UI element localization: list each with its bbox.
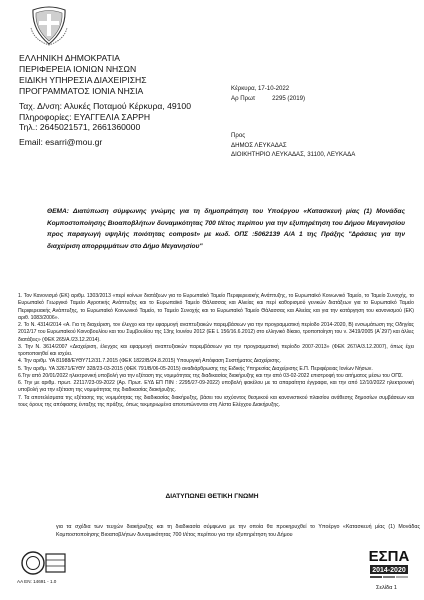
recipient-name: ΔΗΜΟΣ ΛΕΥΚΑΔΑΣ	[231, 141, 287, 149]
document-meta	[231, 84, 421, 104]
espa-logo	[366, 546, 412, 584]
recipient-label: Προς	[231, 132, 246, 139]
reference-item: 3. Την Ν. 3614/2007 «Διαχείριση, έλεγχος και εφαρμογή αναπτυξιακών παρεμβάσεων για την προγραμματική περίοδο 2007-2013» (ΦΕΚ 267/Α/3.12.2007), όπως έχει τροποποιηθεί και ισχύει.	[18, 343, 414, 357]
sender-email: Email: esarri@mou.gr	[19, 137, 103, 148]
reference-item: 6. Την με αριθμ. πρωτ. 22117/23-09-2022 (Αρ. Πρωτ. ΕΥΔ ΕΠ ΠΙΝ : 2295/27-09-2022) υποβολή φακέλου με τα απαραίτητα έγγραφα, και την από 12/10/2022 ηλεκτρονική υποβολή για την εξέταση της νομιμότητας της διαδικασίας διακήρυξης.	[18, 380, 414, 394]
espa-title: ΕΣΠΑ	[368, 548, 410, 565]
protocol-number	[231, 94, 421, 104]
document-date: Κέρκυρα, 17-10-2022	[231, 85, 290, 92]
sender-line: ΕΛΛΗΝΙΚΗ ΔΗΜΟΚΡΑΤΙΑ	[19, 53, 120, 63]
subject-paragraph: ΘΕΜΑ: Διατύπωση σύμφωνης γνώμης για τη δημοπράτηση του Υποέργου «Κατασκευή μίας (1) Μονάδας Κομποστοποίησης Βιοαποβλήτων δυναμικότητας 700 t/έτος περίπου για την εξυπηρέτηση του Δήμου Μεγανησίου προς παραγωγή υψηλής ποιότητας compost» με κωδ. ΟΠΣ :5062139 Α/Α 1 της Πράξης "Δράσεις για την διαχείριση απορριμμάτων στο Δήμο Μεγανησίου"	[47, 208, 405, 251]
protocol-label: Αρ Πρωτ	[231, 95, 256, 102]
sender-phone: Τηλ.: 2645021571, 2661360000	[19, 122, 141, 133]
reference-item: 2. Το Ν. 4314/2014 «Α. Για τη διαχείριση, τον έλεγχο και την εφαρμογή αναπτυξιακών παρεμβάσεων για την προγραμματική περίοδο 2014-2020, Β) ενσωμάτωση της Οδηγίας 2012/17 του Ευρωπαϊκού Κοινοβουλίου και του Συμβουλίου της 13ης Ιουνίου 2012 (EE L 156/16.6.2012) στο ελληνικό δίκαιο, τροποποίηση του ν. 3419/2005 (Α΄297) και άλλες διατάξεις» (ΦΕΚ 265/Α /23.12.2014).	[18, 322, 414, 343]
espa-years: 2014-2020	[372, 567, 406, 574]
closing-paragraph: για τα σχέδια των τευχών διακήρυξης και τη διαδικασία σύμφωνα με την οποία θα προκηρυχθεί το Υποέργο «Κατασκευή μίας (1) Μονάδας Κομποστοποίησης Βιοαποβλήτων δυναμικότητας 700 t/έτος περίπου για την εξυπηρέτηση του Δήμου	[56, 524, 420, 539]
protocol-value: 2295 (2019)	[272, 95, 306, 102]
reference-item: 5. Την αριθμ. ΥΑ 32671/ΕΥΘΥ 328/23-03-2015 (ΦΕΚ 791/Β/06-05-2015) αναδιάρθρωσης της Ειδικής Υπηρεσίας Διαχείρισης Ε.Π. Περιφέρειας Ιονίων Νήσων.	[18, 365, 373, 372]
page-number: Σελίδα 1	[376, 585, 398, 591]
recipient-block	[231, 131, 421, 160]
reference-item: 6.Την από 20/01/2022 ηλεκτρονική υποβολή για την εξέταση της νομιμότητας της διαδικασίας διακήρυξης και την από 03-02-2022 επιστροφή του αιτήματος μέσω του ΟΠΣ.	[18, 372, 404, 379]
reference-item: 7. Τα αποτελέσματα της εξέτασης της νομιμότητας της διαδικασίας διακήρυξης, βάσει του ισχύοντος θεσμικού και κανονιστικού πλαισίου ανάθεσης δημοσίων συμβάσεων και τους όρους της απόφασης ένταξης της πράξης, όπως τεκμηριωμένα αποτυπώνονται στη Λίστα Ελέγχου Διακήρυξης.	[18, 394, 414, 408]
sender-line: ΠΕΡΙΦΕΡΕΙΑ ΙΟΝΙΩΝ ΝΗΣΩΝ	[19, 63, 137, 74]
greek-emblem-icon	[30, 6, 68, 46]
certification-logo-icon	[17, 548, 67, 578]
sender-address: Ταχ. Δ/νση: Αλυκές Ποταμού Κέρκυρα, 49100	[19, 100, 191, 111]
reference-item: 4. Την αριθμ. ΥΑ 81988/ΕΥΘΥ712/31.7.2015 (ΦΕΚ 1822/Β/24.8.2015) Υπουργική Απόφαση Συστήματος Διαχείρισης.	[18, 358, 282, 365]
decision-heading: ΔΙΑΤΥΠΩΝΕΙ ΘΕΤΙΚΗ ΓΝΩΜΗ	[165, 493, 259, 500]
sender-line: ΠΡΟΓΡΑΜΜΑΤΟΣ ΙΟΝΙΑ ΝΗΣΙΑ	[19, 85, 144, 96]
references-list	[18, 293, 414, 409]
sender-info: Πληροφορίες: ΕΥΑΓΓΕΛΙΑ ΣΑΡΡΗ	[19, 111, 151, 122]
recipient-address: ΔΙΟΙΚΗΤΗΡΙΟ ΛΕΥΚΑΔΑΣ, 31100, ΛΕΥΚΑΔΑ	[231, 151, 356, 159]
sender-block	[19, 53, 249, 148]
certification-text: AA EN: 14691 - 1.0	[17, 579, 57, 584]
reference-item: 1. Τον Κανονισμό (ΕΚ) αριθμ. 1303/2013 «περί κοίνων διατάξεων για το Ευρωπαϊκό Ταμείο Περιφερειακής Ανάπτυξης, το Ευρωπαϊκό Κοινωνικό Ταμείο, το Ταμείο Συνοχής, το Ευρωπαϊκό Γεωργικό Ταμείο Αγροτικής Ανάπτυξης και το Ευρωπαϊκό Ταμείο Θάλασσας και Αλιείας και περί καθορισμού γενικών διατάξεων για το Ευρωπαϊκό Ταμείο Περιφερειακής Ανάπτυξης, το Ευρωπαϊκό Κοινωνικό Ταμείο, το Ταμείο Συνοχής και το Ευρωπαϊκό Ταμείο Θάλασσας και Αλιείας και για την κατάργηση του κανονισμού (ΕΚ) αριθ. 1083/2006».	[18, 293, 414, 321]
sender-line: ΕΙΔΙΚΗ ΥΠΗΡΕΣΙΑ ΔΙΑΧΕΙΡΙΣΗΣ	[19, 74, 147, 85]
